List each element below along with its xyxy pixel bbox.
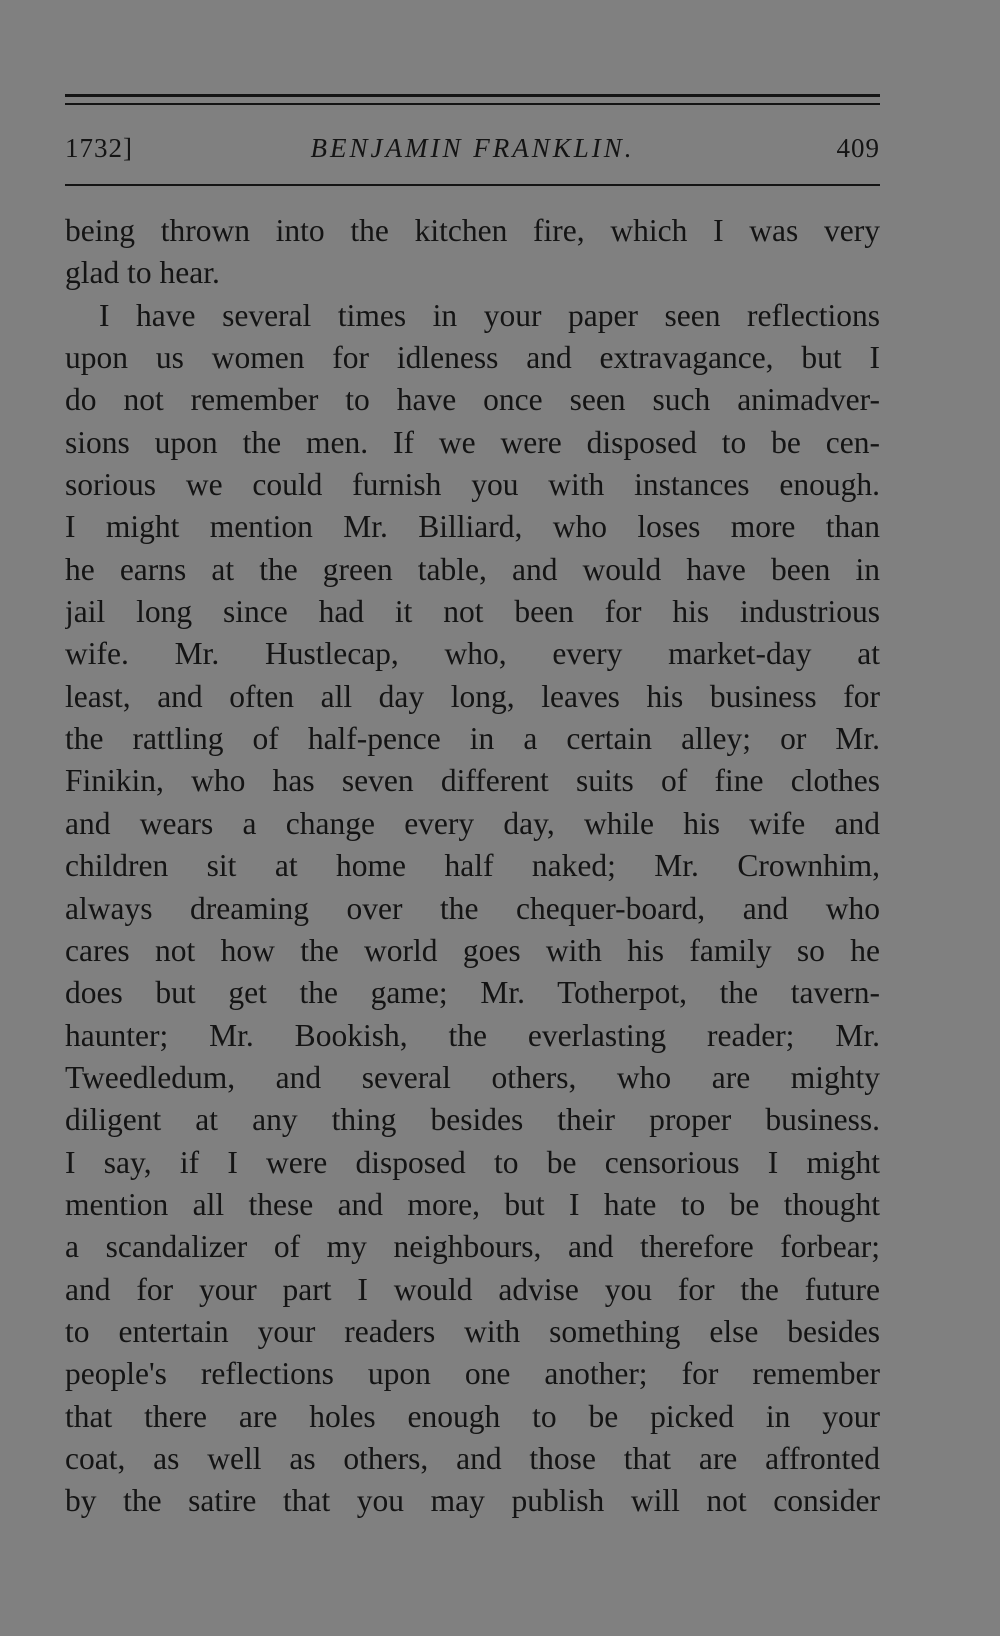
text-line: mention all these and more, but I hate to be thought [65, 1186, 880, 1222]
text-line: that there are holes enough to be picked in your [65, 1398, 880, 1434]
header-rule [65, 184, 880, 186]
running-title: BENJAMIN FRANKLIN. [310, 133, 635, 163]
text-line: and for your part I would advise you for the future [65, 1271, 880, 1307]
text-line: to entertain your readers with something else besides [65, 1313, 880, 1349]
text-line: does but get the game; Mr. Totherpot, the tavern- [65, 975, 880, 1011]
text-line: I have several times in your paper seen reflections [99, 297, 880, 333]
text-line: sions upon the men. If we were disposed to be cen- [65, 424, 880, 460]
text-line: upon us women for idleness and extravagance, but I [65, 340, 880, 376]
text-line: the rattling of half-pence in a certain alley; or Mr. [65, 721, 880, 757]
text-line: I say, if I were disposed to be censorious I might [65, 1144, 880, 1180]
text-line: cares not how the world goes with his family so he [65, 932, 880, 968]
text-line: and wears a change every day, while his wife and [65, 805, 880, 841]
text-line: being thrown into the kitchen fire, which I was very [65, 213, 880, 248]
text-line: least, and often all day long, leaves his business for [65, 678, 880, 714]
text-line: he earns at the green table, and would have been in [65, 551, 880, 587]
text-line: diligent at any thing besides their proper business. [65, 1102, 880, 1138]
text-line: children sit at home half naked; Mr. Crownhim, [65, 848, 880, 884]
text-line: by the satire that you may publish will not consider [65, 1483, 880, 1519]
header-year: 1732] [65, 133, 133, 163]
text-line: Tweedledum, and several others, who are mighty [65, 1059, 880, 1095]
text-line: people's reflections upon one another; for remember [65, 1356, 880, 1392]
text-line: wife. Mr. Hustlecap, who, every market-day at [65, 636, 880, 672]
text-line: I might mention Mr. Billiard, who loses more than [65, 509, 880, 545]
text-line: sorious we could furnish you with instances enough. [65, 467, 880, 503]
text-line: do not remember to have once seen such animadver- [65, 382, 880, 418]
text-line: haunter; Mr. Bookish, the everlasting reader; Mr. [65, 1017, 880, 1053]
page-number: 409 [836, 133, 880, 163]
text-line: coat, as well as others, and those that are affronted [65, 1440, 880, 1476]
text-line: jail long since had it not been for his industrious [65, 594, 880, 630]
text-line: a scandalizer of my neighbours, and therefore forbear; [65, 1229, 880, 1265]
top-double-rule-lower [65, 103, 880, 105]
text-line: always dreaming over the chequer-board, and who [65, 890, 880, 926]
top-double-rule-upper [65, 94, 880, 97]
running-header [65, 128, 880, 168]
text-line: Finikin, who has seven different suits of fine clothes [65, 763, 880, 799]
text-line: glad to hear. [65, 255, 220, 291]
body-text [65, 210, 880, 1523]
